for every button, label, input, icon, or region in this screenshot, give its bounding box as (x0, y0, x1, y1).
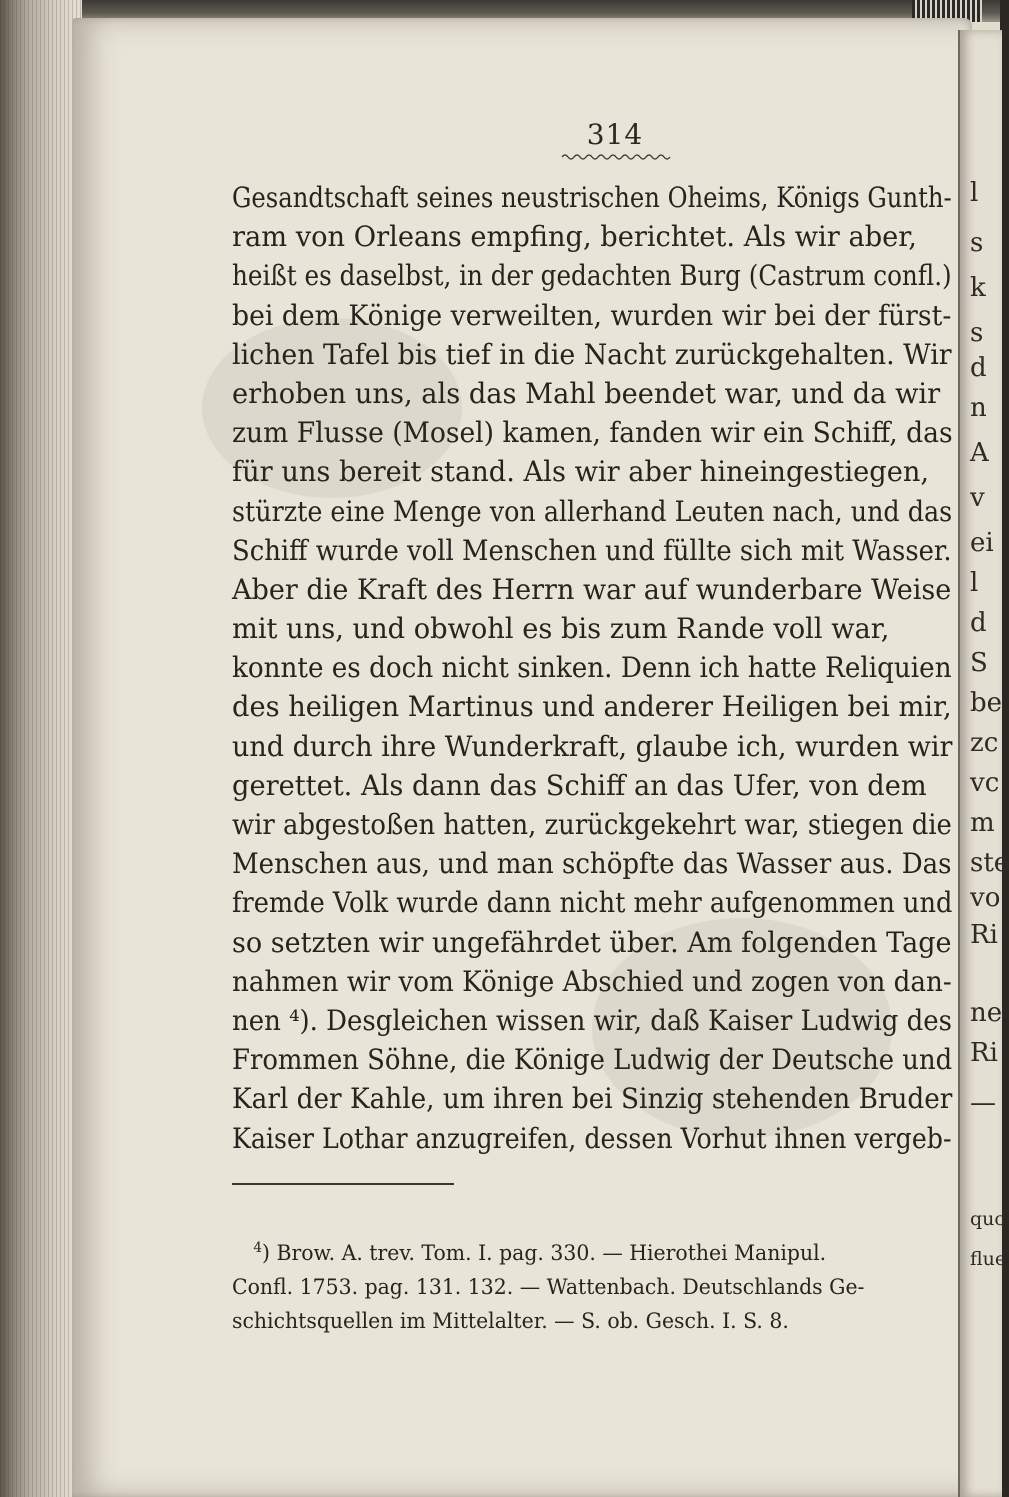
text-line: wir abgestoßen hatten, zurückgekehrt war, stiegen die (232, 808, 952, 841)
page-number: 314 (586, 118, 644, 151)
text-line: Gesandtschaft seines neustrischen Oheims, Königs Gunth- (232, 181, 952, 214)
footnote-line (232, 1236, 932, 1270)
footnote-text: ) Brow. A. trev. Tom. I. pag. 330. — Hierothei Manipul. (262, 1241, 827, 1265)
text-line: heißt es daselbst, in der gedachten Burg (Castrum confl.) (232, 259, 952, 293)
facing-page-fragment: ne (970, 998, 1003, 1028)
footnote-line: schichtsquellen im Mittelalter. — S. ob. Gesch. I. S. 8. (232, 1309, 789, 1333)
footnote-rule (232, 1183, 454, 1185)
text-line: Frommen Söhne, die Könige Ludwig der Deutsche und (232, 1043, 953, 1077)
facing-page-fragment: zc (970, 728, 999, 758)
text-line: nen ⁴). Desgleichen wissen wir, daß Kaiser Ludwig des (232, 1003, 953, 1037)
text-line: Karl der Kahle, um ihren bei Sinzig stehenden Bruder (232, 1082, 953, 1116)
text-line: lichen Tafel bis tief in die Nacht zurückgehalten. Wir (232, 337, 952, 371)
facing-page-fragment: — (970, 1088, 996, 1118)
facing-page-fragment: vc (970, 768, 1000, 798)
facing-page-fragment: A (970, 438, 989, 468)
footnote-marker: 4 (253, 1240, 263, 1256)
facing-page-fragment: l (970, 568, 979, 598)
text-line: fremde Volk wurde dann nicht mehr aufgenommen und (232, 886, 953, 920)
footnote-line: Confl. 1753. pag. 131. 132. — Wattenbach. Deutschlands Ge- (232, 1275, 865, 1299)
text-line: Kaiser Lothar anzugreifen, dessen Vorhut ihnen vergeb- (232, 1121, 952, 1155)
facing-page-fragment: s (970, 228, 984, 258)
facing-page-edge (958, 30, 1009, 1497)
text-line: konnte es doch nicht sinken. Denn ich hatte Reliquien (232, 651, 952, 685)
text-line: und durch ihre Wunderkraft, glaube ich, wurden wir (232, 729, 953, 763)
facing-page-fragment: vo (970, 883, 1001, 913)
text-line: Aber die Kraft des Herrn war auf wunderbare Weise (232, 572, 952, 606)
facing-page-fragment: ei (970, 528, 994, 558)
text-line: so setzten wir ungefährdet über. Am folgenden Tage (232, 925, 952, 959)
facing-page-fragment: s (970, 318, 984, 348)
text-line: ram von Orleans empfing, berichtet. Als wir aber, (232, 220, 917, 254)
facing-page-fragment: flue (970, 1248, 1007, 1270)
text-line: stürzte eine Menge von allerhand Leuten nach, und das (232, 494, 953, 528)
body-text (232, 178, 972, 1158)
text-line: zum Flusse (Mosel) kamen, fanden wir ein Schiff, das (232, 416, 953, 450)
facing-page-fragment: d (970, 608, 987, 638)
facing-page-fragment: ste (970, 848, 1009, 878)
facing-page-fragment: v (970, 483, 985, 513)
footnotes (232, 1236, 952, 1338)
text-line: des heiligen Martinus und anderer Heiligen bei mir, (232, 690, 952, 724)
facing-page-fragment: quc (970, 1208, 1006, 1230)
facing-page-fragment: be (970, 688, 1003, 718)
text-line: für uns bereit stand. Als wir aber hineingestiegen, (232, 455, 930, 489)
page-block-edge (0, 0, 82, 1497)
facing-page-fragment: d (970, 353, 987, 383)
text-line: mit uns, und obwohl es bis zum Rande voll war, (232, 612, 890, 646)
facing-page-fragment: l (970, 178, 979, 208)
facing-page-fragment: Ri (970, 920, 998, 950)
text-line: Schiff wurde voll Menschen und füllte sich mit Wasser. (232, 533, 952, 567)
text-line: erhoben uns, als das Mahl beendet war, und da wir (232, 376, 941, 410)
text-line: gerettet. Als dann das Schiff an das Ufer, von dem (232, 768, 927, 802)
facing-page-fragment: n (970, 393, 987, 423)
facing-page-fragment: m (970, 808, 995, 838)
page-number-ornament (562, 153, 672, 161)
facing-page-fragment: S (970, 648, 988, 678)
text-line: Menschen aus, und man schöpfte das Wasser aus. Das (232, 847, 952, 881)
facing-page-fragment: k (970, 273, 986, 303)
text-line: nahmen wir vom Könige Abschied und zogen von dan- (232, 964, 952, 998)
text-line: bei dem Könige verweilten, wurden wir bei der fürst- (232, 298, 952, 332)
facing-page-fragment: Ri (970, 1038, 998, 1068)
